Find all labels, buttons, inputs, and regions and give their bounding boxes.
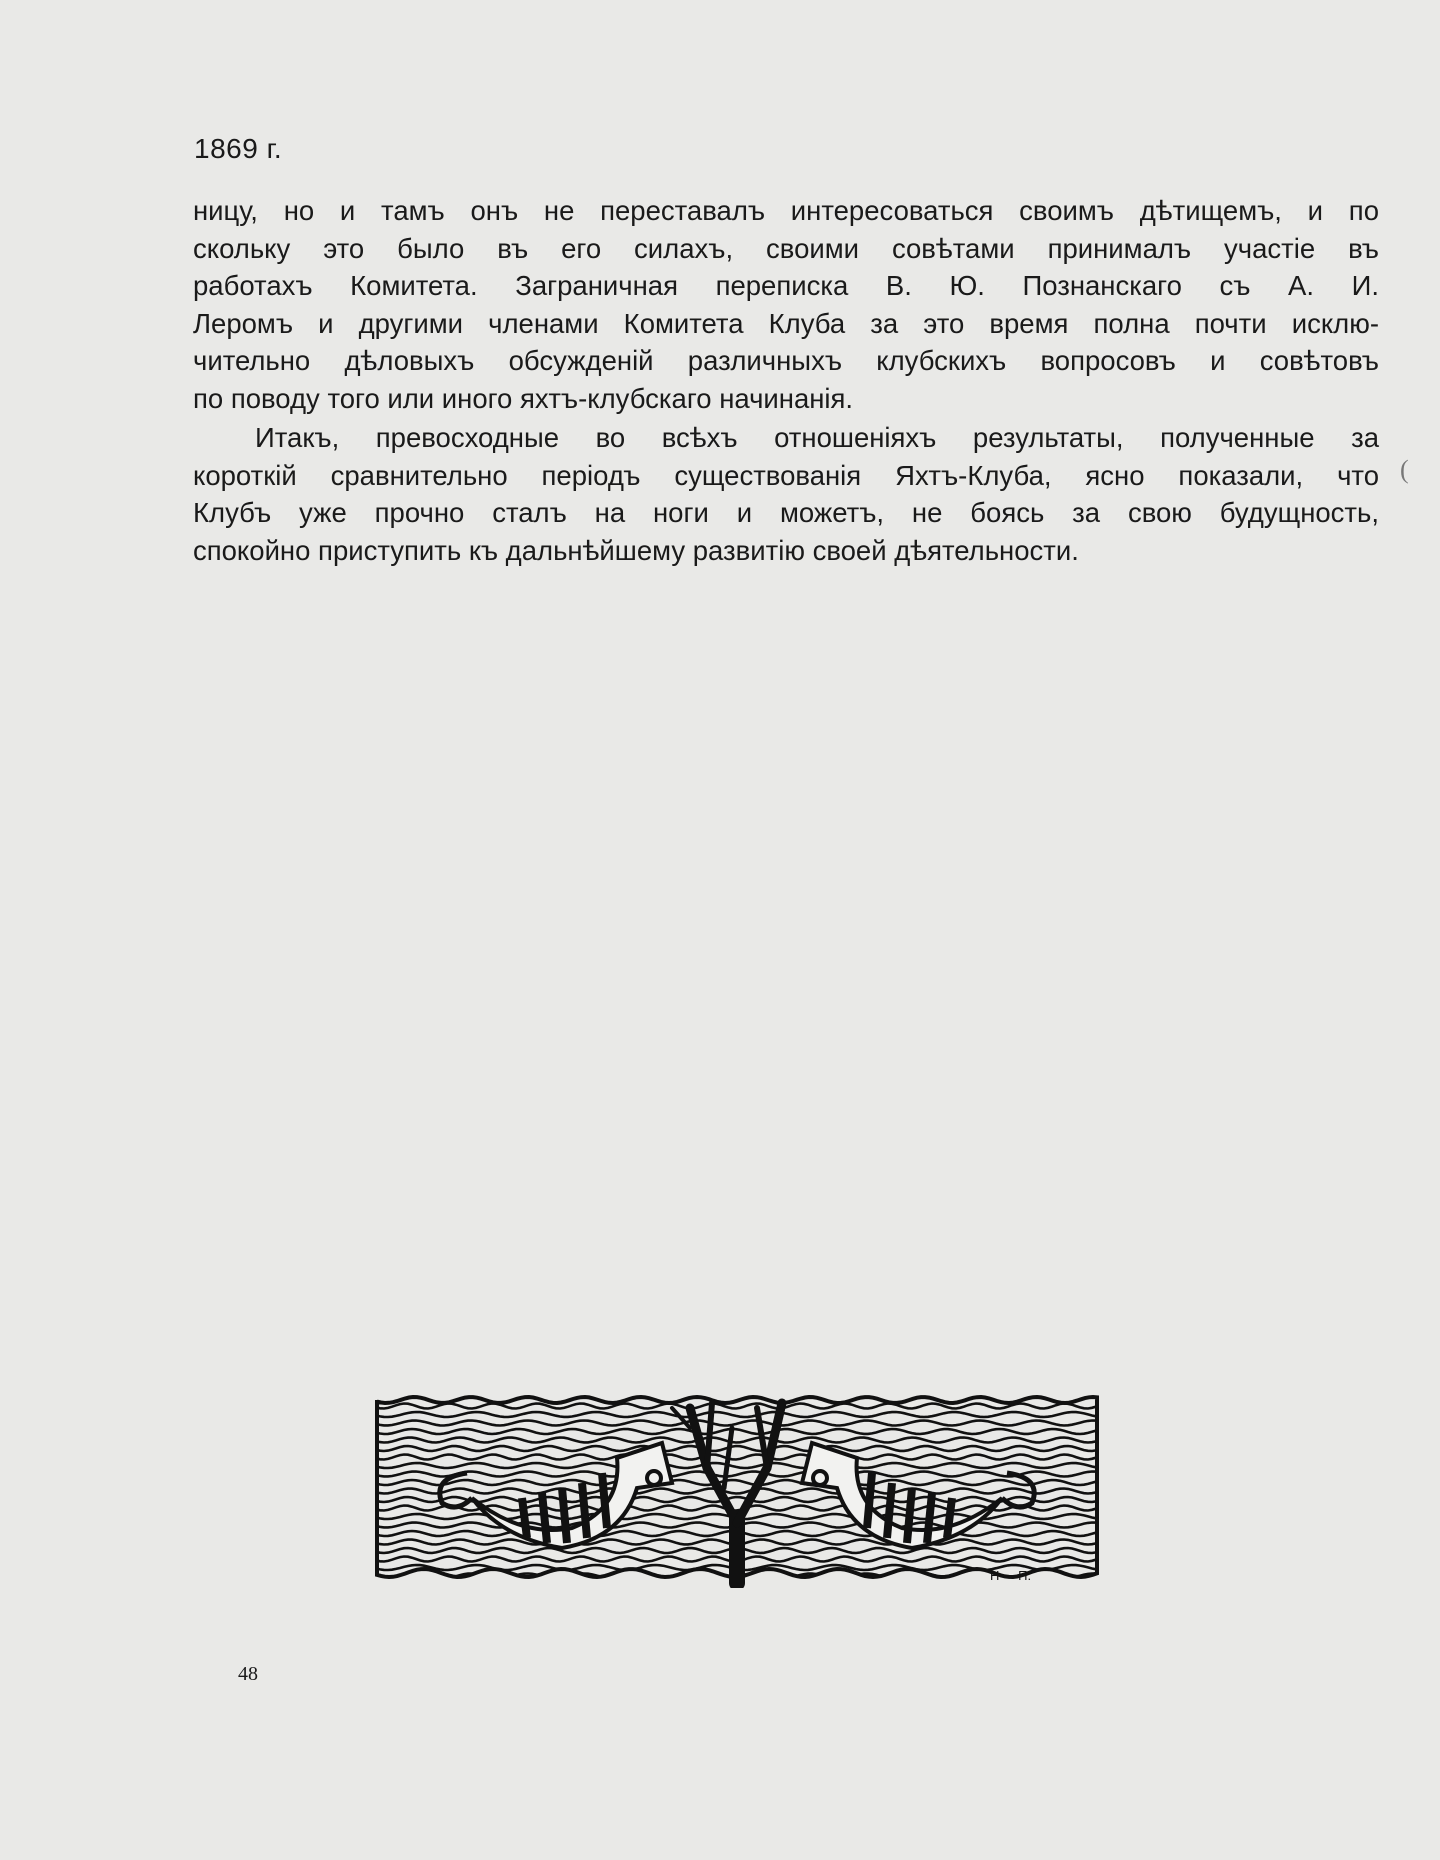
wave-line bbox=[372, 1463, 1100, 1468]
seahorse-vignette-illustration bbox=[372, 1388, 1102, 1588]
margin-mark: ( bbox=[1400, 455, 1409, 484]
wave-line bbox=[372, 1421, 1100, 1426]
section-year-heading: 1869 г. bbox=[194, 133, 283, 164]
artist-monogram: Н- П. bbox=[990, 1568, 1032, 1583]
wave-line bbox=[372, 1480, 1100, 1485]
wave-line bbox=[372, 1455, 1100, 1460]
text-line: Леромъ и другими членами Комитета Клуба за это время полна почти исклю- bbox=[193, 307, 1379, 339]
paragraph-2 bbox=[193, 419, 1379, 569]
text-line: ницу, но и тамъ онъ не переставалъ интересоваться своимъ дѣтищемъ, и по bbox=[193, 195, 1379, 226]
paragraph-1 bbox=[193, 192, 1379, 417]
page-number: 48 bbox=[238, 1663, 258, 1685]
wave-line bbox=[372, 1489, 1100, 1494]
text-line: Клубъ уже прочно сталъ на ноги и можетъ, не боясь за свою будущность, bbox=[193, 497, 1379, 528]
text-line: работахъ Комитета. Заграничная переписка В. Ю. Познанскаго съ А. И. bbox=[193, 270, 1379, 301]
wave-line bbox=[372, 1446, 1100, 1451]
wave-line bbox=[372, 1429, 1100, 1434]
wave-line bbox=[372, 1472, 1100, 1477]
text-line: скольку это было въ его силахъ, своими совѣтами принималъ участіе въ bbox=[193, 232, 1379, 264]
text-line: чительно дѣловыхъ обсужденій различныхъ клубскихъ вопросовъ и совѣтовъ bbox=[193, 345, 1379, 376]
wave-line bbox=[372, 1404, 1100, 1409]
wave-line bbox=[372, 1497, 1100, 1502]
wave-line bbox=[372, 1438, 1100, 1443]
text-line: Итакъ, превосходные во всѣхъ отношеніяхъ результаты, полученные за bbox=[255, 422, 1379, 453]
wave-line bbox=[372, 1412, 1100, 1417]
text-line: спокойно приступить къ дальнѣйшему развитію своей дѣятельности. bbox=[193, 534, 1079, 566]
text-line: короткій сравнительно періодъ существованія Яхтъ-Клуба, ясно показали, что bbox=[193, 459, 1379, 491]
text-line: по поводу того или иного яхтъ-клубскаго начинанія. bbox=[193, 382, 854, 414]
